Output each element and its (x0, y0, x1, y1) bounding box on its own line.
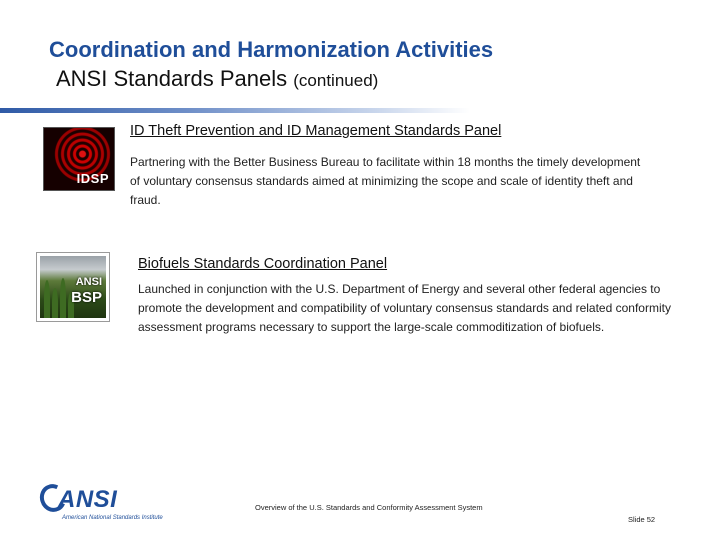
bsp-heading: Biofuels Standards Coordination Panel (138, 256, 388, 272)
slide-title: Coordination and Harmonization Activities (49, 37, 494, 62)
subtitle-suffix: (continued) (293, 71, 379, 90)
bsp-logo-label-1: ANSI (75, 276, 102, 288)
leaf (52, 288, 58, 318)
slide-number: Slide 52 (628, 515, 656, 524)
footer-caption: Overview of the U.S. Standards and Conformity Assessment System (255, 503, 483, 512)
leaf (60, 278, 66, 318)
ansi-logo-text: ANSI (58, 486, 118, 513)
ansi-logo (40, 480, 200, 530)
idsp-logo (43, 127, 115, 191)
bsp-logo-image (40, 256, 106, 318)
idsp-description: Partnering with the Better Business Bureau to facilitate within 18 months the timely development of voluntary consensus standards aimed at minimizing the scope and scale of identity theft and fraud. (130, 155, 641, 207)
idsp-heading: ID Theft Prevention and ID Management Standards Panel (130, 123, 502, 139)
bsp-logo (36, 252, 110, 322)
slide-subtitle (56, 66, 378, 92)
subtitle-main: ANSI Standards Panels (56, 66, 288, 91)
bsp-logo-label-2: BSP (71, 289, 102, 306)
ansi-logo-subtitle: American National Standards Institute (62, 515, 163, 521)
leaf (44, 280, 50, 318)
bsp-description: Launched in conjunction with the U.S. Department of Energy and several other federal agencies to promote the development and compatibility of voluntary consensus standards and related conformity assessment programs necessary to support the large-scale commoditization of biofuels. (138, 282, 671, 334)
idsp-logo-label: IDSP (76, 171, 109, 186)
title-divider (0, 108, 470, 113)
